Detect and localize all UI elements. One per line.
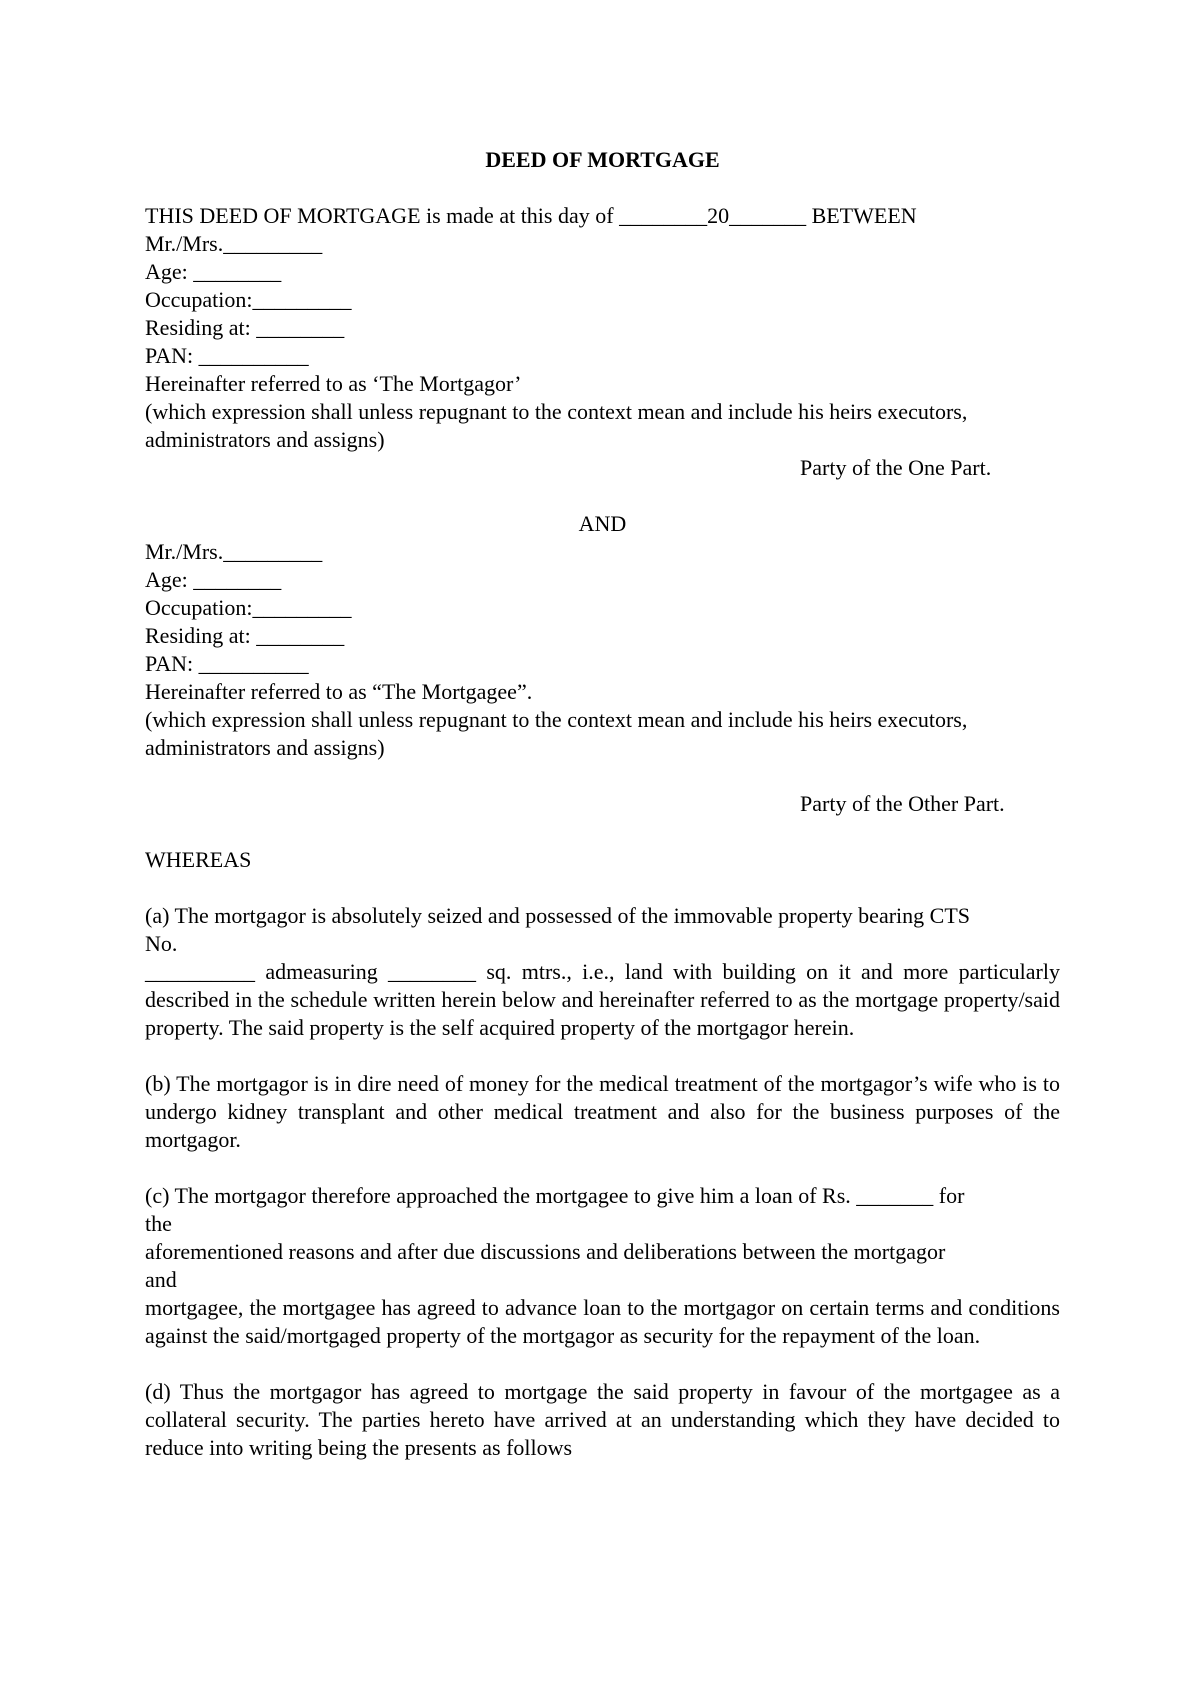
mortgagee-residing: Residing at: ________ bbox=[145, 623, 345, 648]
mortgagor-expression: (which expression shall unless repugnant to the context mean and include his heirs executors, administrators and assigns) bbox=[145, 399, 968, 452]
spacer bbox=[145, 1042, 1060, 1070]
document-body bbox=[145, 146, 1060, 1462]
clause-c-line2: the bbox=[145, 1211, 172, 1236]
mortgagor-pan: PAN: __________ bbox=[145, 343, 309, 368]
whereas-heading: WHEREAS bbox=[145, 847, 252, 872]
clause-b: (b) The mortgagor is in dire need of money for the medical treatment of the mortgagor’s wife who is to undergo kidney transplant and other medical treatment and also for the business purposes of the mortgagor. bbox=[145, 1071, 1060, 1152]
mortgagor-party: Party of the One Part. bbox=[800, 455, 992, 480]
spacer bbox=[145, 818, 1060, 846]
clause-c-line4: and bbox=[145, 1267, 177, 1292]
spacer bbox=[145, 482, 1060, 510]
mortgagee-pan: PAN: __________ bbox=[145, 651, 309, 676]
mortgagee-name: Mr./Mrs._________ bbox=[145, 539, 323, 564]
document-title: DEED OF MORTGAGE bbox=[485, 147, 720, 172]
mortgagor-referred: Hereinafter referred to as ‘The Mortgagor’ bbox=[145, 371, 522, 396]
clause-c-line3: aforementioned reasons and after due discussions and deliberations between the mortgagor bbox=[145, 1239, 946, 1264]
spacer bbox=[145, 874, 1060, 902]
spacer bbox=[145, 1154, 1060, 1182]
spacer bbox=[145, 1350, 1060, 1378]
clause-c-body: mortgagee, the mortgagee has agreed to advance loan to the mortgagor on certain terms and conditions against the said/mortgaged property of the mortgagor as security for the repayment of the loan. bbox=[145, 1295, 1060, 1348]
mortgagee-age: Age: ________ bbox=[145, 567, 282, 592]
mortgagee-referred: Hereinafter referred to as “The Mortgagee”. bbox=[145, 679, 533, 704]
clause-a-line1: (a) The mortgagor is absolutely seized and possessed of the immovable property bearing CTS bbox=[145, 903, 970, 928]
mortgagor-name: Mr./Mrs._________ bbox=[145, 231, 323, 256]
clause-a-body: __________ admeasuring ________ sq. mtrs., i.e., land with building on it and more particularly described in the schedule written herein below and hereinafter referred to as the mortgage property/said property. The said property is the self acquired property of the mortgagor herein. bbox=[145, 959, 1060, 1040]
intro-line: THIS DEED OF MORTGAGE is made at this day of ________20_______ BETWEEN bbox=[145, 203, 917, 228]
mortgagor-age: Age: ________ bbox=[145, 259, 282, 284]
mortgagor-occupation: Occupation:_________ bbox=[145, 287, 352, 312]
clause-a-line2: No. bbox=[145, 931, 178, 956]
and-label: AND bbox=[578, 511, 627, 536]
clause-c-line1: (c) The mortgagor therefore approached the mortgagee to give him a loan of Rs. _______ for bbox=[145, 1183, 965, 1208]
mortgagee-party: Party of the Other Part. bbox=[800, 791, 1005, 816]
clause-d: (d) Thus the mortgagor has agreed to mortgage the said property in favour of the mortgagee as a collateral security. The parties hereto have arrived at an understanding which they have decided to reduce into writing being the presents as follows bbox=[145, 1379, 1060, 1460]
mortgagee-expression: (which expression shall unless repugnant to the context mean and include his heirs executors, administrators and assigns) bbox=[145, 707, 968, 760]
spacer bbox=[145, 762, 1060, 790]
mortgagee-occupation: Occupation:_________ bbox=[145, 595, 352, 620]
mortgagor-residing: Residing at: ________ bbox=[145, 315, 345, 340]
